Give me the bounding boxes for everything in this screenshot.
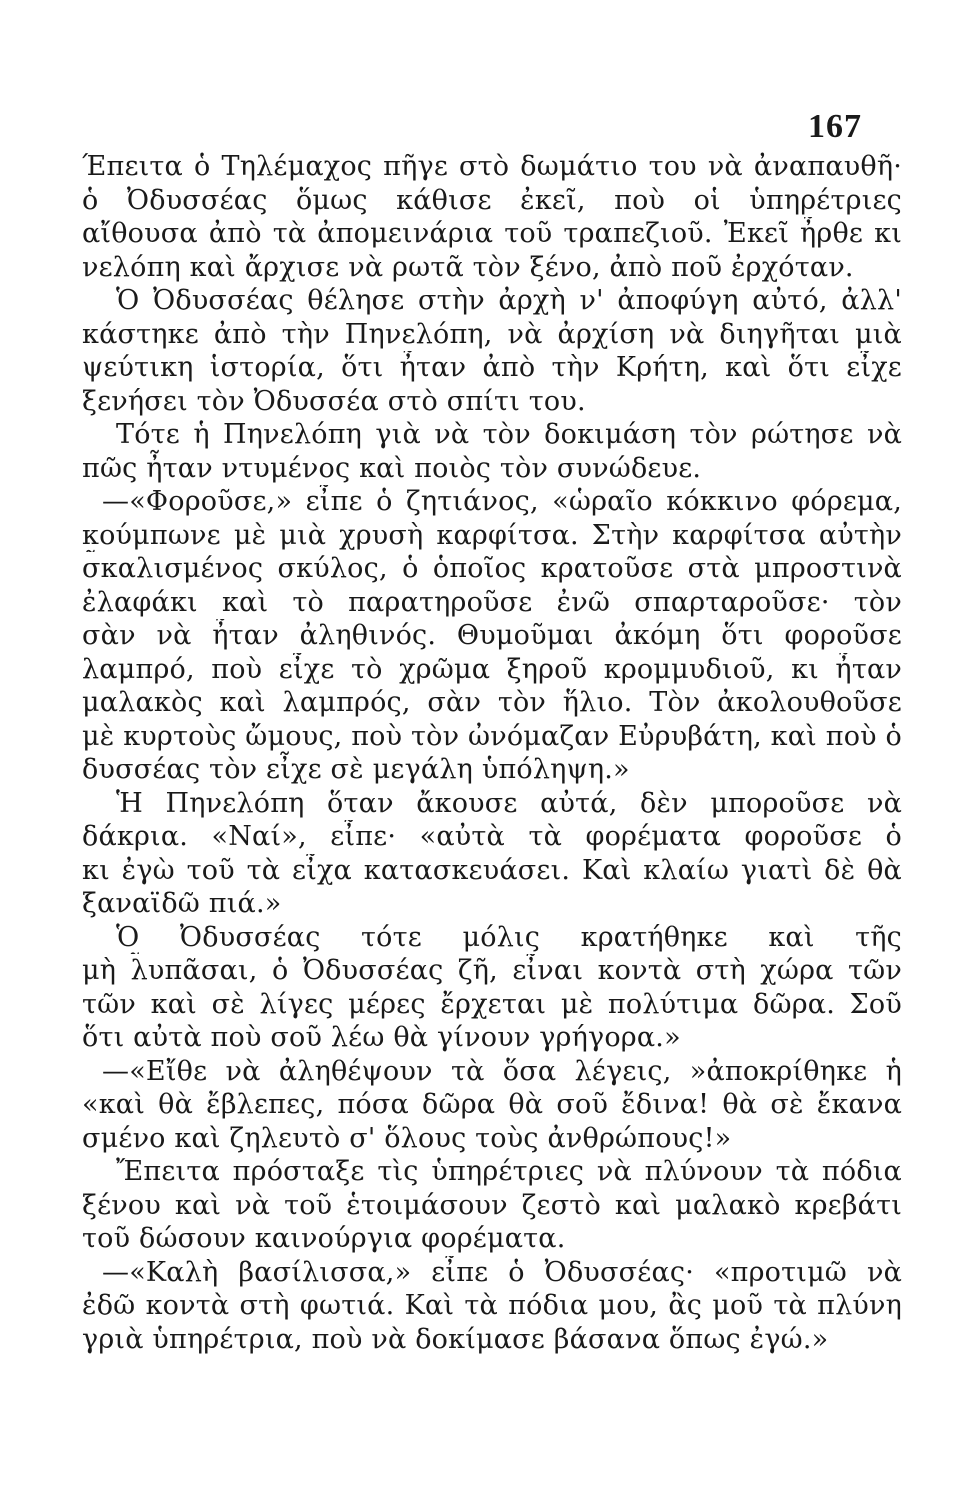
text-line: τῶν καὶ σὲ λίγες μέρες ἔρχεται μὲ πολύτιμα δῶρα. Σοῦ (82, 988, 902, 1020)
text-line: Ὁ Ὀδυσσέας θέλησε στὴν ἀρχὴ ν' ἀποφύγη αὐτό, ἀλλ' (116, 285, 902, 316)
text-line: σμένο καὶ ζηλευτὸ σ' ὅλους τοὺς ἀνθρώπους!» (82, 1122, 732, 1154)
text-line: Ἡ Πηνελόπη ὅταν ἄκουσε αὐτά, δὲν μποροῦσε νὰ (116, 787, 902, 819)
text-line: ἐδῶ κοντὰ στὴ φωτιά. Καὶ τὰ πόδια μου, ἂς μοῦ τὰ πλύνη (82, 1290, 902, 1321)
text-line: κάστηκε ἀπὸ τὴν Πηνελόπη, νὰ ἀρχίση νὰ διηγῆται μιὰ (82, 318, 902, 350)
text-line: Ἔπειτα πρόσταξε τὶς ὑπηρέτριες νὰ πλύνουν τὰ πόδια (116, 1156, 902, 1187)
text-line: νελόπη καὶ ἄρχισε νὰ ρωτᾶ τὸν ξένο, ἀπὸ ποῦ ἐρχόταν. (82, 251, 854, 283)
page-number: 167 (808, 108, 862, 145)
text-line: μὴ λυπᾶσαι, ὁ Ὀδυσσέας ζῆ, εἶναι κοντὰ στὴ χώρα τῶν (82, 955, 902, 986)
text-line: Ὁ Ὀδυσσέας τότε μόλις κρατήθηκε καὶ τῆς (116, 921, 902, 953)
text-line: ἐλαφάκι καὶ τὸ παρατηροῦσε ἐνῶ σπαρταροῦσε· τὸν (82, 586, 902, 618)
text-line: μαλακὸς καὶ λαμπρός, σὰν τὸν ἥλιο. Τὸν ἀκολουθοῦσε (82, 687, 902, 718)
text-line: κι ἐγὼ τοῦ τὰ εἶχα κατασκευάσει. Καὶ κλαίω γιατὶ δὲ θὰ (82, 854, 902, 886)
text-line: —«Φοροῦσε,» εἶπε ὁ ζητιάνος, «ὡραῖο κόκκινο φόρεμα, (102, 486, 902, 517)
text-line: —«Καλὴ βασίλισσα,» εἶπε ὁ Ὀδυσσέας· «προτιμῶ νὰ (102, 1256, 902, 1288)
text-line: ὁ Ὀδυσσέας ὅμως κάθισε ἐκεῖ, ποὺ οἱ ὑπηρέτριες (82, 184, 902, 216)
text-line: λαμπρό, ποὺ εἶχε τὸ χρῶμα ξηροῦ κρομμυδιοῦ, κι ἦταν (82, 653, 902, 685)
text-line: τοῦ δώσουν καινούργια φορέματα. (82, 1223, 566, 1254)
text-line: αἴθουσα ἀπὸ τὰ ἀπομεινάρια τοῦ τραπεζιοῦ. Ἐκεῖ ἦρθε κι (82, 218, 902, 249)
text-line: ξαναϊδῶ πιά.» (82, 888, 282, 919)
text-line: γριὰ ὑπηρέτρια, ποὺ νὰ δοκίμασε βάσανα ὅπως ἐγώ.» (82, 1323, 829, 1355)
text-line: δυσσέας τὸν εἶχε σὲ μεγάλη ὑπόληψη.» (82, 754, 630, 785)
text-line: ψεύτικη ἱστορία, ὅτι ἦταν ἀπὸ τὴν Κρήτη, καὶ ὅτι εἶχε (82, 352, 902, 383)
text-line: σκαλισμένος σκύλος, ὁ ὁποῖος κρατοῦσε στὰ μπροστινὰ (82, 553, 902, 584)
text-line: δάκρια. «Ναί», εἶπε· «αὐτὰ τὰ φορέματα φοροῦσε ὁ (82, 821, 902, 852)
text-line: μὲ κυρτοὺς ὤμους, ποὺ τὸν ὠνόμαζαν Εὐρυβάτη, καὶ ποὺ ὁ (82, 720, 902, 752)
text-line: Έπειτα ὁ Τηλέμαχος πῆγε στὸ δωμάτιο του νὰ ἀναπαυθῆ· (82, 151, 902, 182)
text-line: Τότε ἡ Πηνελόπη γιὰ νὰ τὸν δοκιμάση τὸν ρώτησε νὰ (116, 419, 902, 450)
text-line: κούμπωνε μὲ μιὰ χρυσὴ καρφίτσα. Στὴν καρφίτσα αὐτὴν (82, 519, 902, 551)
text-line: ξένου καὶ νὰ τοῦ ἑτοιμάσουν ζεστὸ καὶ μαλακὸ κρεβάτι (82, 1189, 902, 1221)
text-line: ξενήσει τὸν Ὀδυσσέα στὸ σπίτι του. (82, 385, 586, 417)
body-text (82, 150, 902, 1356)
text-line: σὰν νὰ ἦταν ἀληθινός. Θυμοῦμαι ἀκόμη ὅτι φοροῦσε (82, 620, 902, 651)
text-line: πῶς ἦταν ντυμένος καὶ ποιὸς τὸν συνώδευε. (82, 452, 702, 484)
text-line: ὅτι αὐτὰ ποὺ σοῦ λέω θὰ γίνουν γρήγορα.» (82, 1022, 681, 1053)
text-line: —«Εἴθε νὰ ἀληθέψουν τὰ ὅσα λέγεις, »ἀποκρίθηκε ἡ (102, 1055, 902, 1087)
text-line: «καὶ θὰ ἔβλεπες, πόσα δῶρα θὰ σοῦ ἔδινα! θὰ σὲ ἔκανα (82, 1089, 902, 1120)
